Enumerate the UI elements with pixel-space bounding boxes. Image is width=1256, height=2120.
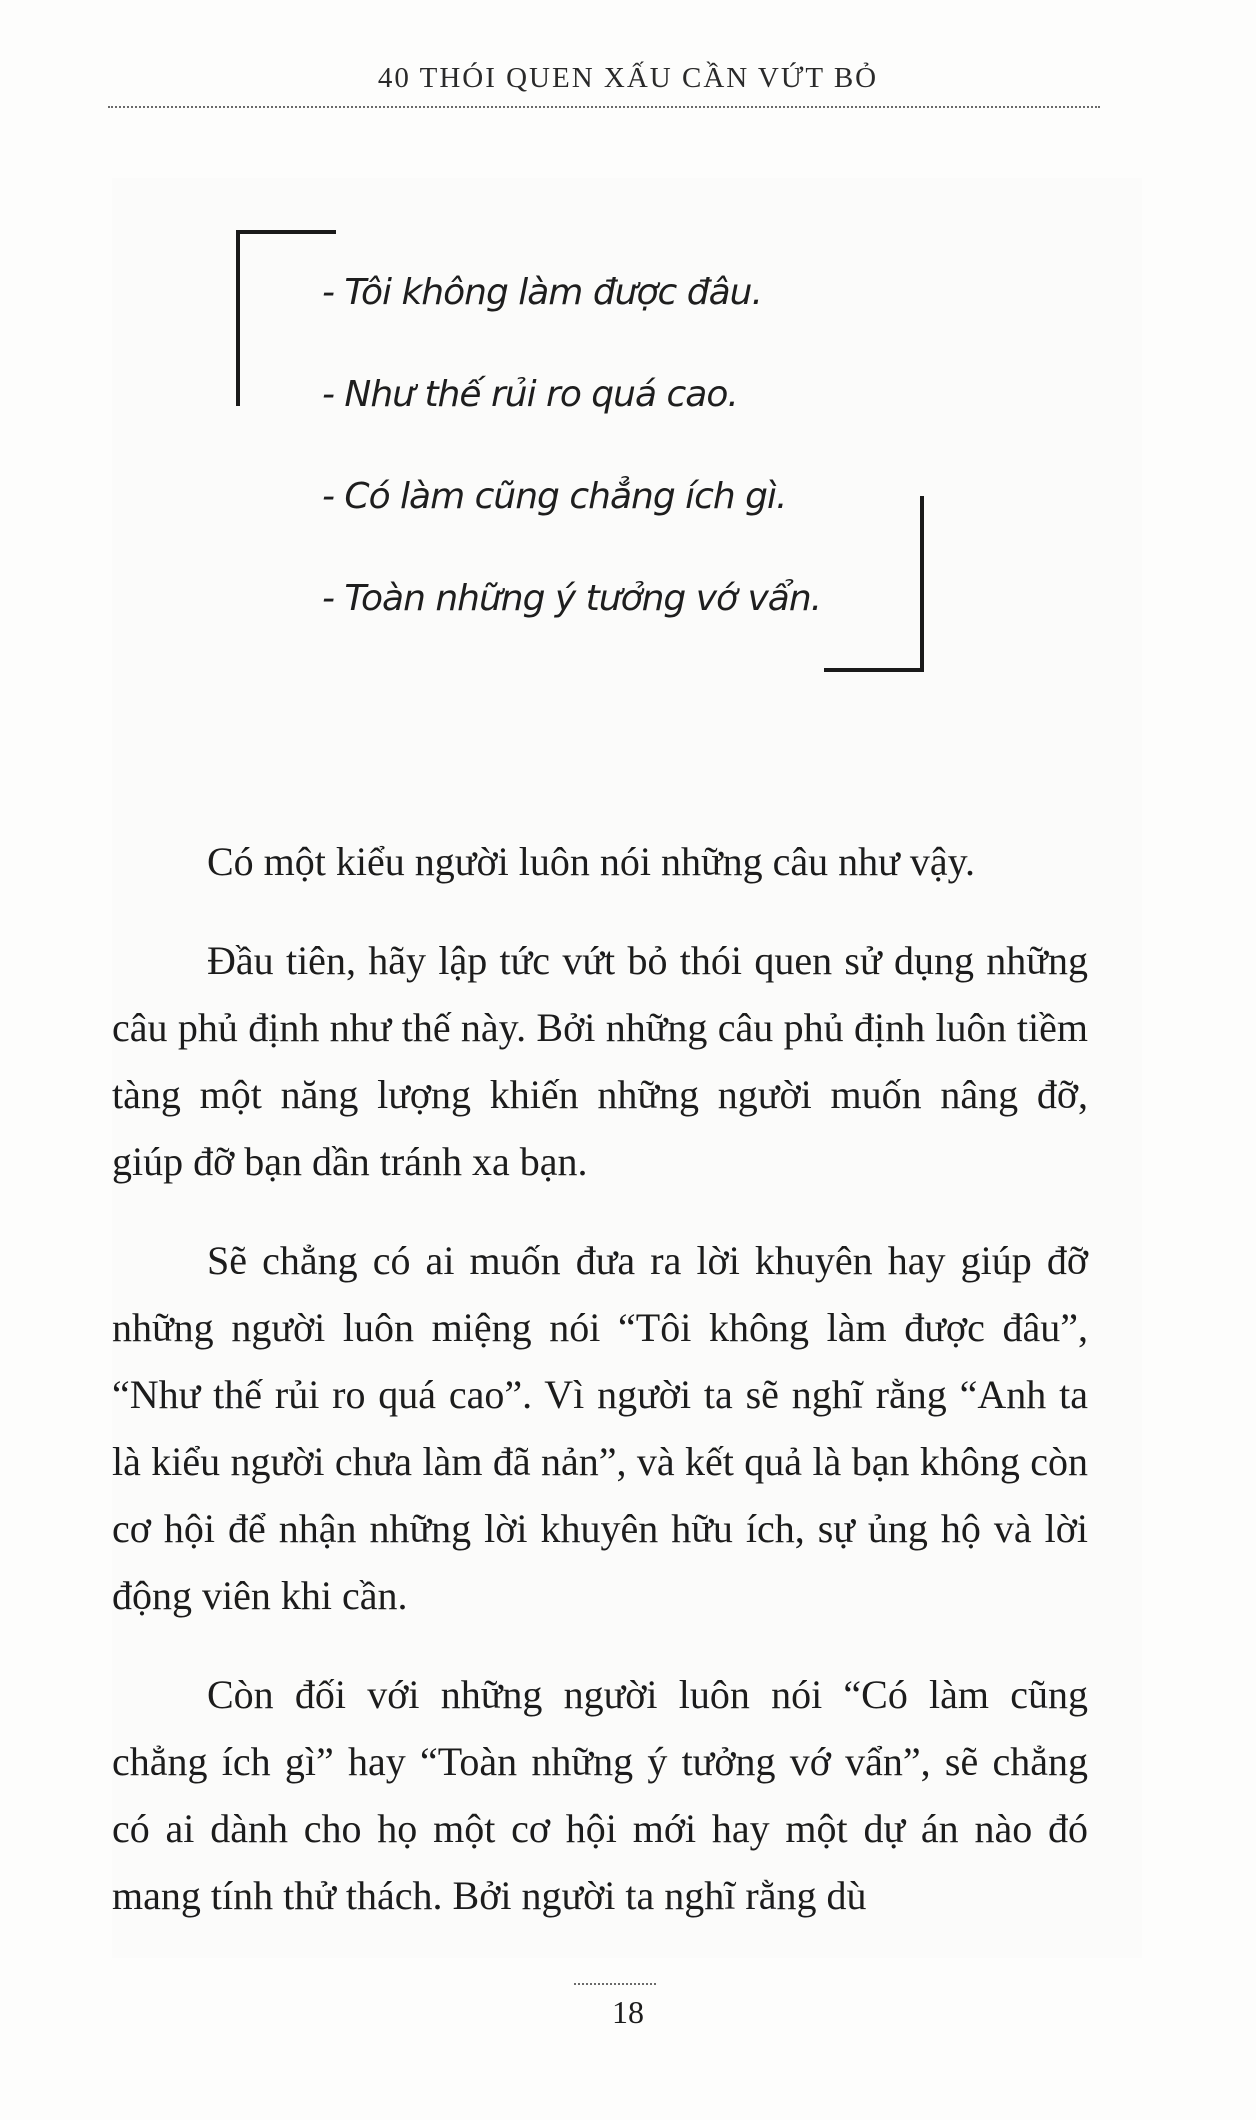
body-paragraph: Có một kiểu người luôn nói những câu như vậy.: [207, 839, 975, 884]
body-paragraph: Sẽ chẳng có ai muốn đưa ra lời khuyên hay giúp đỡ những người luôn miệng nói “Tôi không làm được đâu”, “Như thế rủi ro quá cao”. Vì người ta sẽ nghĩ rằng “Anh ta là kiểu người chưa làm đã nản”, và kết quả là bạn không còn cơ hội để nhận những lời khuyên hữu ích, sự ủng hộ và lời động viên khi cần.: [112, 1238, 1088, 1618]
header-dotted-rule: [108, 106, 1100, 108]
running-header-title: 40 THÓI QUEN XẤU CẦN VỨT BỎ: [377, 62, 879, 94]
quote-line: - Tôi không làm được đâu.: [322, 272, 762, 313]
footer-dotted-rule: [574, 1983, 656, 1985]
body-paragraph: Còn đối với những người luôn nói “Có làm cũng chẳng ích gì” hay “Toàn những ý tưởng vớ vẩn”, sẽ chẳng có ai dành cho họ một cơ hội mới hay một dự án nào đó mang tính thử thách. Bởi người ta nghĩ rằng dù: [112, 1672, 1088, 1918]
quote-line: - Như thế rủi ro quá cao.: [322, 374, 738, 415]
quote-line: - Có làm cũng chẳng ích gì.: [322, 476, 787, 517]
page-number: 18: [612, 1994, 644, 2030]
quote-bracket-bottom-right: [824, 496, 924, 672]
body-text: [112, 828, 1088, 1961]
body-paragraph: Đầu tiên, hãy lập tức vứt bỏ thói quen sử dụng những câu phủ định như thế này. Bởi những câu phủ định luôn tiềm tàng một năng lượng khiến những người muốn nâng đỡ, giúp đỡ bạn dần tránh xa bạn.: [112, 938, 1088, 1184]
quote-bracket-top-left: [236, 230, 336, 406]
quote-line: - Toàn những ý tưởng vớ vẩn.: [322, 578, 822, 619]
